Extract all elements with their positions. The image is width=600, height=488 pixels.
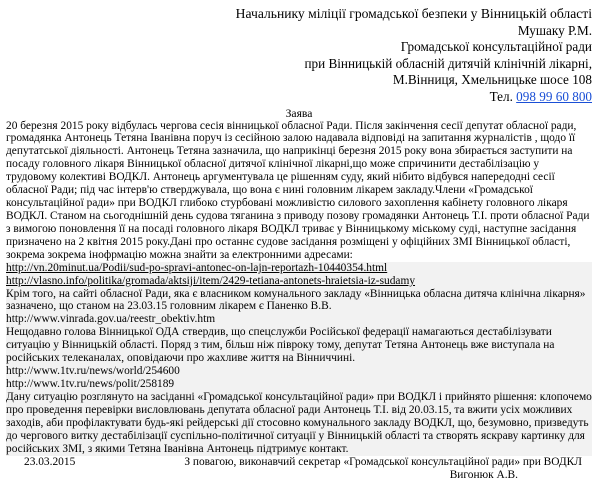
phone-label: Тел.: [489, 88, 517, 104]
recipient-name: Мушаку Р.М.: [517, 22, 592, 38]
paragraph-decision: Дану ситуацію розглянуто на засіданні «Громадської консультаційної ради» при ВОДКЛ і прийнято рішення: клопочемо про проведення перевірки висловлювань депутата обласної ради Антонець Т.І. від 20.03.15, та вжити усіх можливих заходів, аби профілактувати будь-які рейдерські дії стосовно комунального закладу ВОДКЛ, що, безумовно, призведуть до чергового витку дестабілізації суспільно-політичної ситуації у Вінницькій області та створять яскраву картинку для російських ЗМІ, з якими Тетяна Іванівна Антонець підтримує контакт.: [6, 390, 592, 455]
signature-line: З повагою, виконавчий секретар «Громадської консультаційної ради» при ВОДКЛ: [184, 455, 582, 468]
link-20minut[interactable]: http://vn.20minut.ua/Podii/sud-po-spravi-antonec-on-lajn-reportazh-10440354.html: [6, 262, 592, 275]
link-1tv-world[interactable]: http://www.1tv.ru/news/world/254600: [6, 365, 592, 378]
link-vlasno[interactable]: http://vlasno.info/politika/gromada/aktsiji/item/2429-tetiana-antonets-hraietsia-iz-sudamy: [6, 275, 592, 288]
paragraph-session: 20 березня 2015 року відбулась чергова сесія вінницької обласної Ради. Після закінчення сесії депутат обласної ради, громадянка Антонець Тетяна Іванівна поруч із сесійною залою надавала відповіді на запитання журналістів , щодо її депутатської діяльності. Антонець Тетяна зазначила, що наприкінці березня 2015 року вона збирається заступити на посаду головного лікаря Вінницької обласної дитячої клінічної лікарні,що може спричинити дестабілізацію у трудовому колективі ВОДКЛ. Антонець аргументувала це рішенням суду, який нібито відбувся напередодні сесії обласної Ради; під час інтерв'ю стверджувала, що вона є нині головним лікарем закладу.Члени «Громадської консультаційної ради» при ВОДКЛ глибоко стурбовані можливістю силового захоплення кабінету головного лікаря ВОДКЛ. Станом на сьогоднішній день судова тяганина з приводу позову громадянки Антонець Т.І. проти обласної Ради з вимогою поновлення її на посаді головного лікаря ВОДКЛ триває у Вінницькому міському суді, наступне засідання призначено на 2 квітня 2015 року.Дані про останнє судове засідання розміщені у офіційних ЗМІ Вінницької області, зокрема зокрема інофрмацію можна знайти за електронними адресами:: [6, 119, 590, 261]
sender-phone: [6, 89, 592, 106]
sender-address: М.Вінниця, Хмельницьке шосе 108: [392, 72, 592, 88]
document-date: 23.03.2015: [24, 455, 76, 468]
link-1tv-polit[interactable]: http://www.1tv.ru/news/polit/258189: [6, 378, 592, 391]
sender-org: Громадської консультаційної ради: [400, 39, 592, 55]
phone-number-link[interactable]: 098 99 60 800: [516, 88, 592, 104]
signatory-name: Вигонюк А.В.: [449, 468, 518, 481]
paragraph-oda: Нещодавно голова Вінницької ОДА ствердив, що спецслужби Російської федерації намагаються дестабілізувати ситуацію у Вінницькій області. Поряд з тим, більш ніж півроку тому, депутат Тетяна Антонець вже виступала на російських телеканалах, оповідаючи про жахливе життя на Вінниччині.: [6, 326, 592, 365]
document-title: Заява: [285, 106, 313, 120]
addressee-header: [6, 6, 592, 106]
recipient-line: Начальнику міліції громадської безпеки у Вінницькій області: [235, 6, 592, 21]
paragraph-oblrada: Крім того, на сайті обласної Ради, яка є власником комунального закладу «Вінницька обласна дитяча клінічна лікарня» зазначено, що станом на 23.03.15 головним лікарем є Паненко В.В.: [6, 288, 592, 314]
sender-affiliation: при Вінницькій обласній дитячій клінічній лікарні,: [304, 55, 592, 71]
link-vinrada[interactable]: http://www.vinrada.gov.ua/reestr_obektiv.htm: [6, 313, 592, 326]
document-footer: [6, 456, 592, 482]
document-body: [6, 120, 592, 456]
